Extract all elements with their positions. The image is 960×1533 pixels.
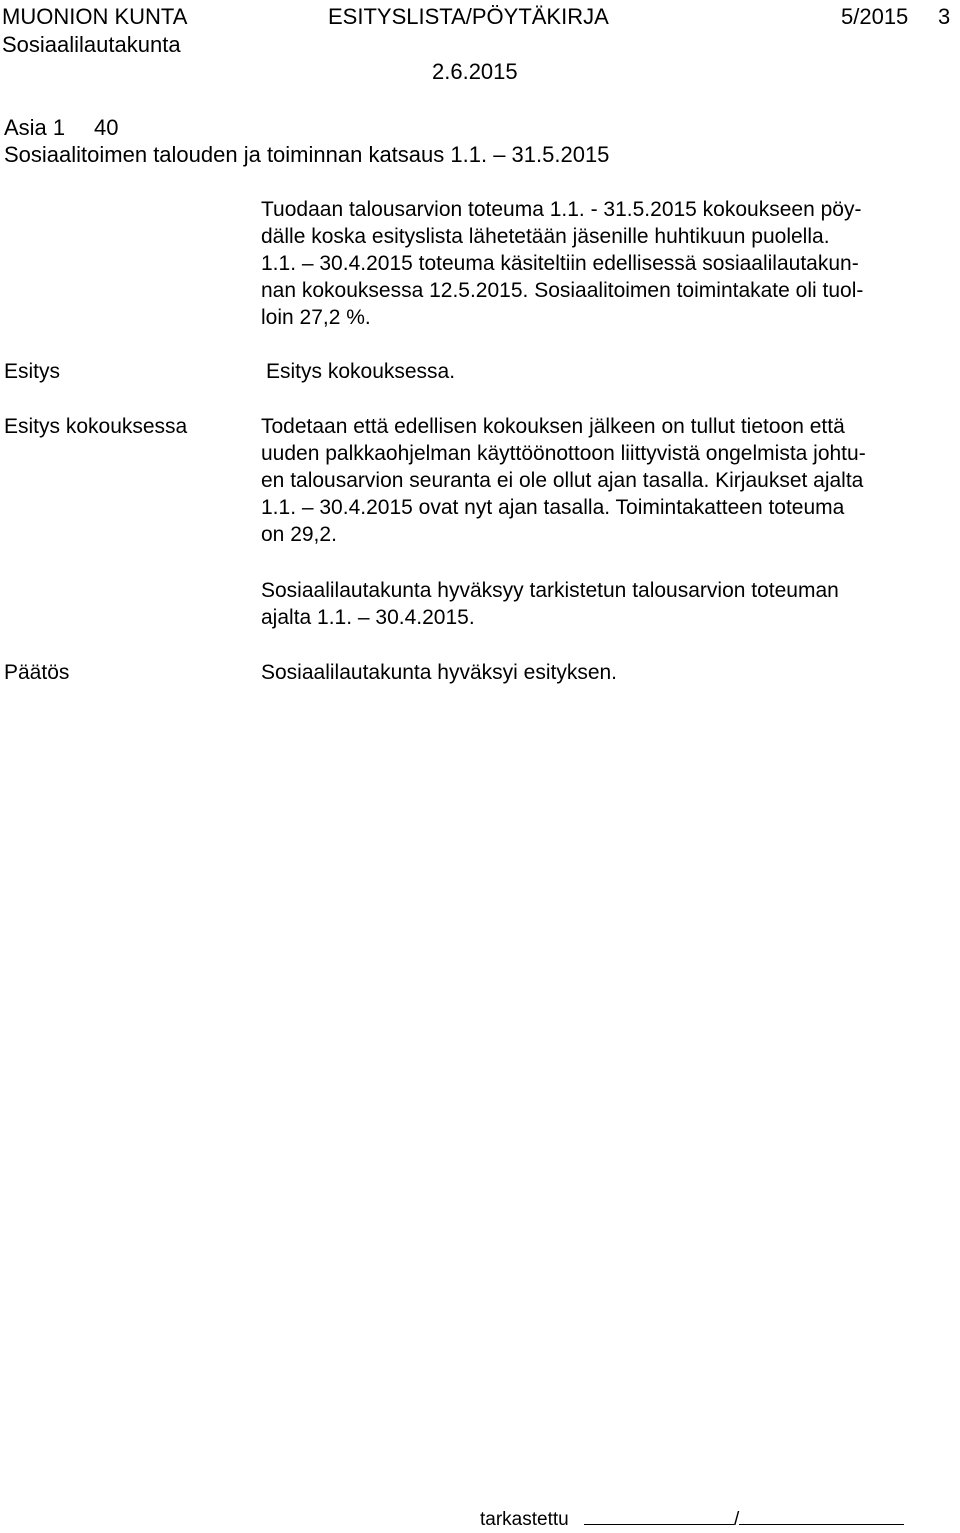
intro-line: Tuodaan talousarvion toteuma 1.1. - 31.5.2015 kokoukseen pöy- bbox=[261, 198, 862, 221]
esitys-text: Esitys kokouksessa. bbox=[266, 360, 456, 383]
esitys-kokouksessa-label: Esitys kokouksessa bbox=[4, 415, 188, 438]
page-number: 3 bbox=[938, 4, 951, 29]
intro-line: loin 27,2 %. bbox=[261, 306, 371, 329]
proposal-line: 1.1. – 30.4.2015 ovat nyt ajan tasalla. Toimintakatteen toteuma bbox=[261, 496, 845, 519]
proposal-line: Todetaan että edellisen kokouksen jälkeen on tullut tietoon että bbox=[261, 415, 845, 438]
item-number: Asia 1 bbox=[4, 115, 66, 140]
esitys-label: Esitys bbox=[4, 360, 61, 383]
approval-line: ajalta 1.1. – 30.4.2015. bbox=[261, 606, 475, 629]
approval-line: Sosiaalilautakunta hyväksyy tarkistetun talousarvion toteuman bbox=[261, 579, 839, 602]
proposal-line: on 29,2. bbox=[261, 523, 337, 546]
checked-signature-line bbox=[739, 1506, 904, 1525]
committee-name: Sosiaalilautakunta bbox=[2, 32, 181, 57]
esitys-kokouksessa-paragraph bbox=[261, 413, 951, 548]
section-number: 40 bbox=[94, 115, 119, 140]
paatos-label: Päätös bbox=[4, 661, 70, 684]
proposal-line: en talousarvion seuranta ei ole ollut ajan tasalla. Kirjaukset ajalta bbox=[261, 469, 864, 492]
intro-paragraph bbox=[261, 196, 951, 331]
checked-date-line bbox=[584, 1506, 734, 1525]
intro-line: dälle koska esityslista lähetetään jäsenille huhtikuun puolella. bbox=[261, 225, 830, 248]
checked-footer bbox=[480, 1506, 904, 1533]
proposal-line: uuden palkkaohjelman käyttöönottoon liittyvistä ongelmista johtu- bbox=[261, 442, 866, 465]
municipality-name: MUONION KUNTA bbox=[2, 4, 188, 29]
checked-label: tarkastettu bbox=[480, 1509, 569, 1530]
paatos-text: Sosiaalilautakunta hyväksyi esityksen. bbox=[261, 661, 618, 684]
intro-line: nan kokouksessa 12.5.2015. Sosiaalitoimen toimintakate oli tuol- bbox=[261, 279, 864, 302]
document-number: 5/2015 bbox=[841, 4, 909, 29]
checked-separator: / bbox=[734, 1509, 740, 1530]
intro-line: 1.1. – 30.4.2015 toteuma käsiteltiin edellisessä sosiaalilautakun- bbox=[261, 252, 859, 275]
item-title: Sosiaalitoimen talouden ja toiminnan katsaus 1.1. – 31.5.2015 bbox=[4, 142, 610, 167]
document-type: ESITYSLISTA/PÖYTÄKIRJA bbox=[328, 4, 609, 29]
approval-paragraph bbox=[261, 577, 951, 631]
meeting-date: 2.6.2015 bbox=[432, 59, 518, 84]
